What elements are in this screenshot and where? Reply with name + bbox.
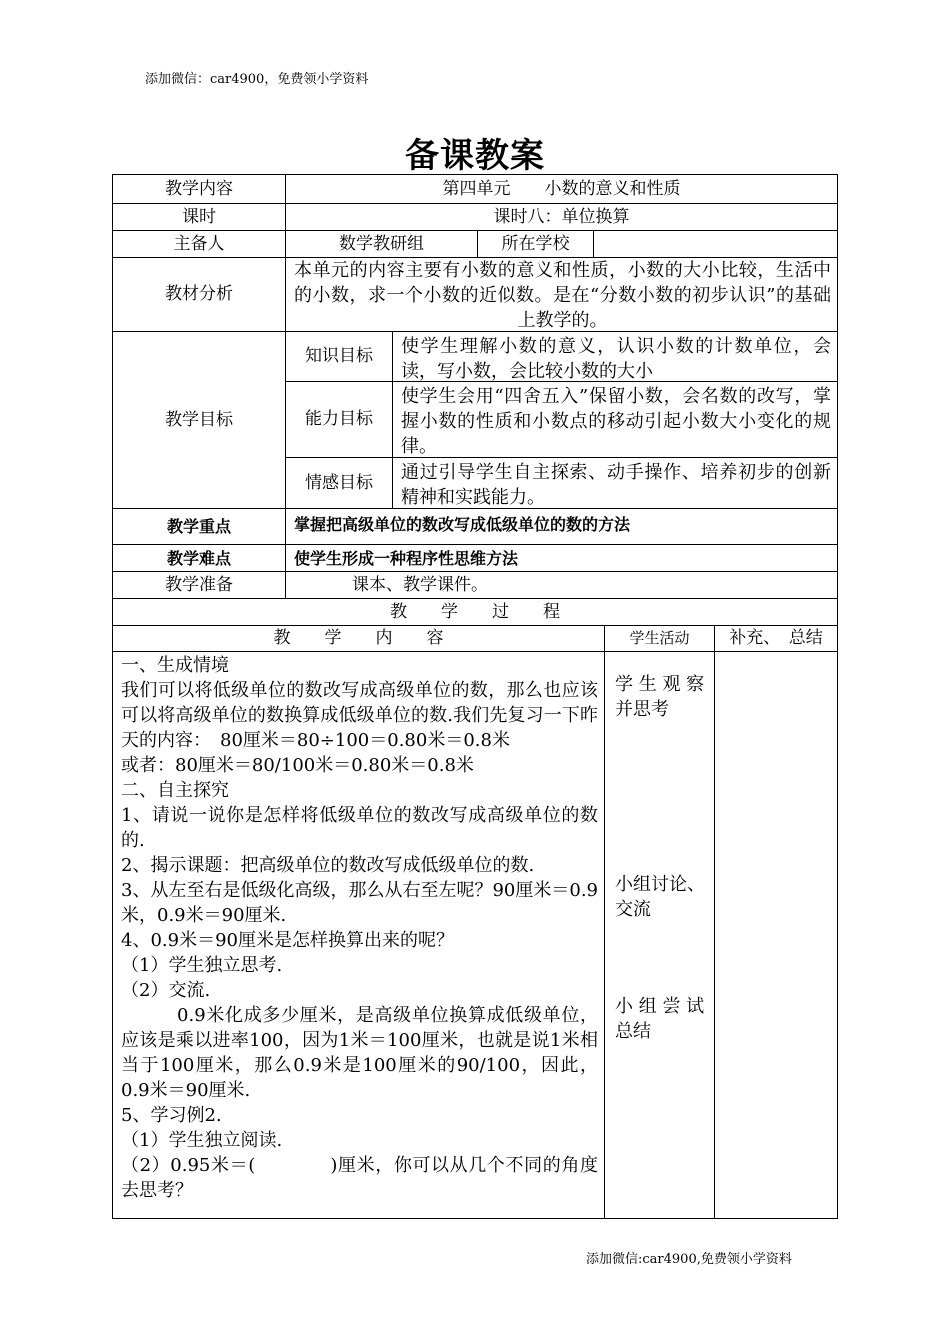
process-line: 1、请说一说你是怎样将低级单位的数改写成高级单位的数的. — [121, 805, 598, 851]
process-line: 我们可以将低级单位的数改写成高级单位的数，那么也应该可以将高级单位的数换算成低级单位的数.我们先复习一下昨天的内容： 80厘米＝80÷100＝0.80米＝0.8米 — [121, 680, 598, 751]
knowledge-text: 使学生理解小数的意义，认识小数的计数单位，会读，写小数，会比较小数的大小 — [392, 331, 838, 382]
process-line: 2、揭示课题：把高级单位的数改写成低级单位的数. — [121, 855, 535, 876]
process-line: 4、0.9米＝90厘米是怎样换算出来的呢？ — [121, 930, 454, 951]
page-title: 备课教案 — [405, 136, 545, 176]
activity-discuss: 小组讨论、交流 — [615, 874, 705, 920]
content-label: 教学内容 — [112, 174, 286, 204]
process-line: （1）学生独立思考. — [121, 955, 283, 976]
analysis-label: 教材分析 — [112, 257, 286, 332]
process-activity-header: 学生活动 — [604, 625, 715, 652]
process-line: 一、生成情境 — [121, 655, 229, 676]
school-value — [593, 230, 838, 258]
school-label: 所在学校 — [477, 230, 594, 258]
key-label: 教学重点 — [112, 508, 286, 545]
process-line: （2）交流. — [121, 980, 211, 1001]
analysis-text — [285, 257, 838, 332]
process-line: 3、从左至右是低级化高级，那么从右至左呢？90厘米＝0.9米，0.9米＝90厘米. — [121, 880, 598, 926]
difficulty-text: 使学生形成一种程序性思维方法 — [285, 544, 838, 572]
process-line: （2）0.95米＝( )厘米，你可以从几个不同的角度去思考？ — [121, 1155, 598, 1201]
process-summary-header: 补充、 总结 — [714, 625, 838, 652]
analysis-text-body: 本单元的内容主要有小数的意义和性质，小数的大小比较，生活中的小数，求一个小数的近似数。是在“分数小数的初步认识”的基础上教学的。 — [294, 260, 831, 331]
period-label: 课时 — [112, 203, 286, 231]
preparer-label: 主备人 — [112, 230, 286, 258]
goals-label: 教学目标 — [112, 331, 286, 509]
process-content-cell — [112, 651, 605, 1219]
knowledge-label: 知识目标 — [285, 331, 393, 382]
process-line: （1）学生独立阅读. — [121, 1130, 283, 1151]
process-content-header: 教 学 内 容 — [112, 625, 605, 652]
process-line: 5、学习例2. — [121, 1105, 222, 1126]
emotion-label: 情感目标 — [285, 457, 393, 509]
preparer-value: 数学教研组 — [285, 230, 478, 258]
activity-observe: 学 生 观 察并思考 — [615, 674, 705, 720]
key-text: 掌握把高级单位的数改写成低级单位的数的方法 — [285, 508, 838, 545]
process-line: 0.9米化成多少厘米，是高级单位换算成低级单位，应该是乘以进率100，因为1米＝100厘米，也就是说1米相当于100厘米，那么0.9米是100厘米的90/100，因此，0.9米＝90厘米. — [121, 1005, 598, 1101]
prep-text: 课本、教学课件。 — [285, 571, 838, 599]
difficulty-label: 教学难点 — [112, 544, 286, 572]
header-note: 添加微信：car4900，免费领小学资料 — [145, 72, 369, 87]
process-summary-cell — [714, 651, 838, 1219]
prep-label: 教学准备 — [112, 571, 286, 599]
process-label: 教 学 过 程 — [112, 598, 838, 626]
process-activity-cell — [604, 651, 715, 1219]
ability-text: 使学生会用“四舍五入”保留小数，会名数的改写，掌握小数的性质和小数点的移动引起小数大小变化的规律。 — [392, 381, 838, 458]
process-line: 二、自主探究 — [121, 780, 229, 801]
emotion-text: 通过引导学生自主探索、动手操作、培养初步的创新精神和实践能力。 — [392, 457, 838, 509]
process-line: 或者：80厘米＝80/100米＝0.80米＝0.8米 — [121, 755, 474, 776]
activity-try: 小 组 尝 试总结 — [615, 996, 705, 1042]
period-value: 课时八：单位换算 — [285, 203, 838, 231]
content-value: 第四单元 小数的意义和性质 — [285, 174, 838, 204]
footer-note: 添加微信:car4900,免费领小学资料 — [586, 1252, 792, 1267]
ability-label: 能力目标 — [285, 381, 393, 458]
